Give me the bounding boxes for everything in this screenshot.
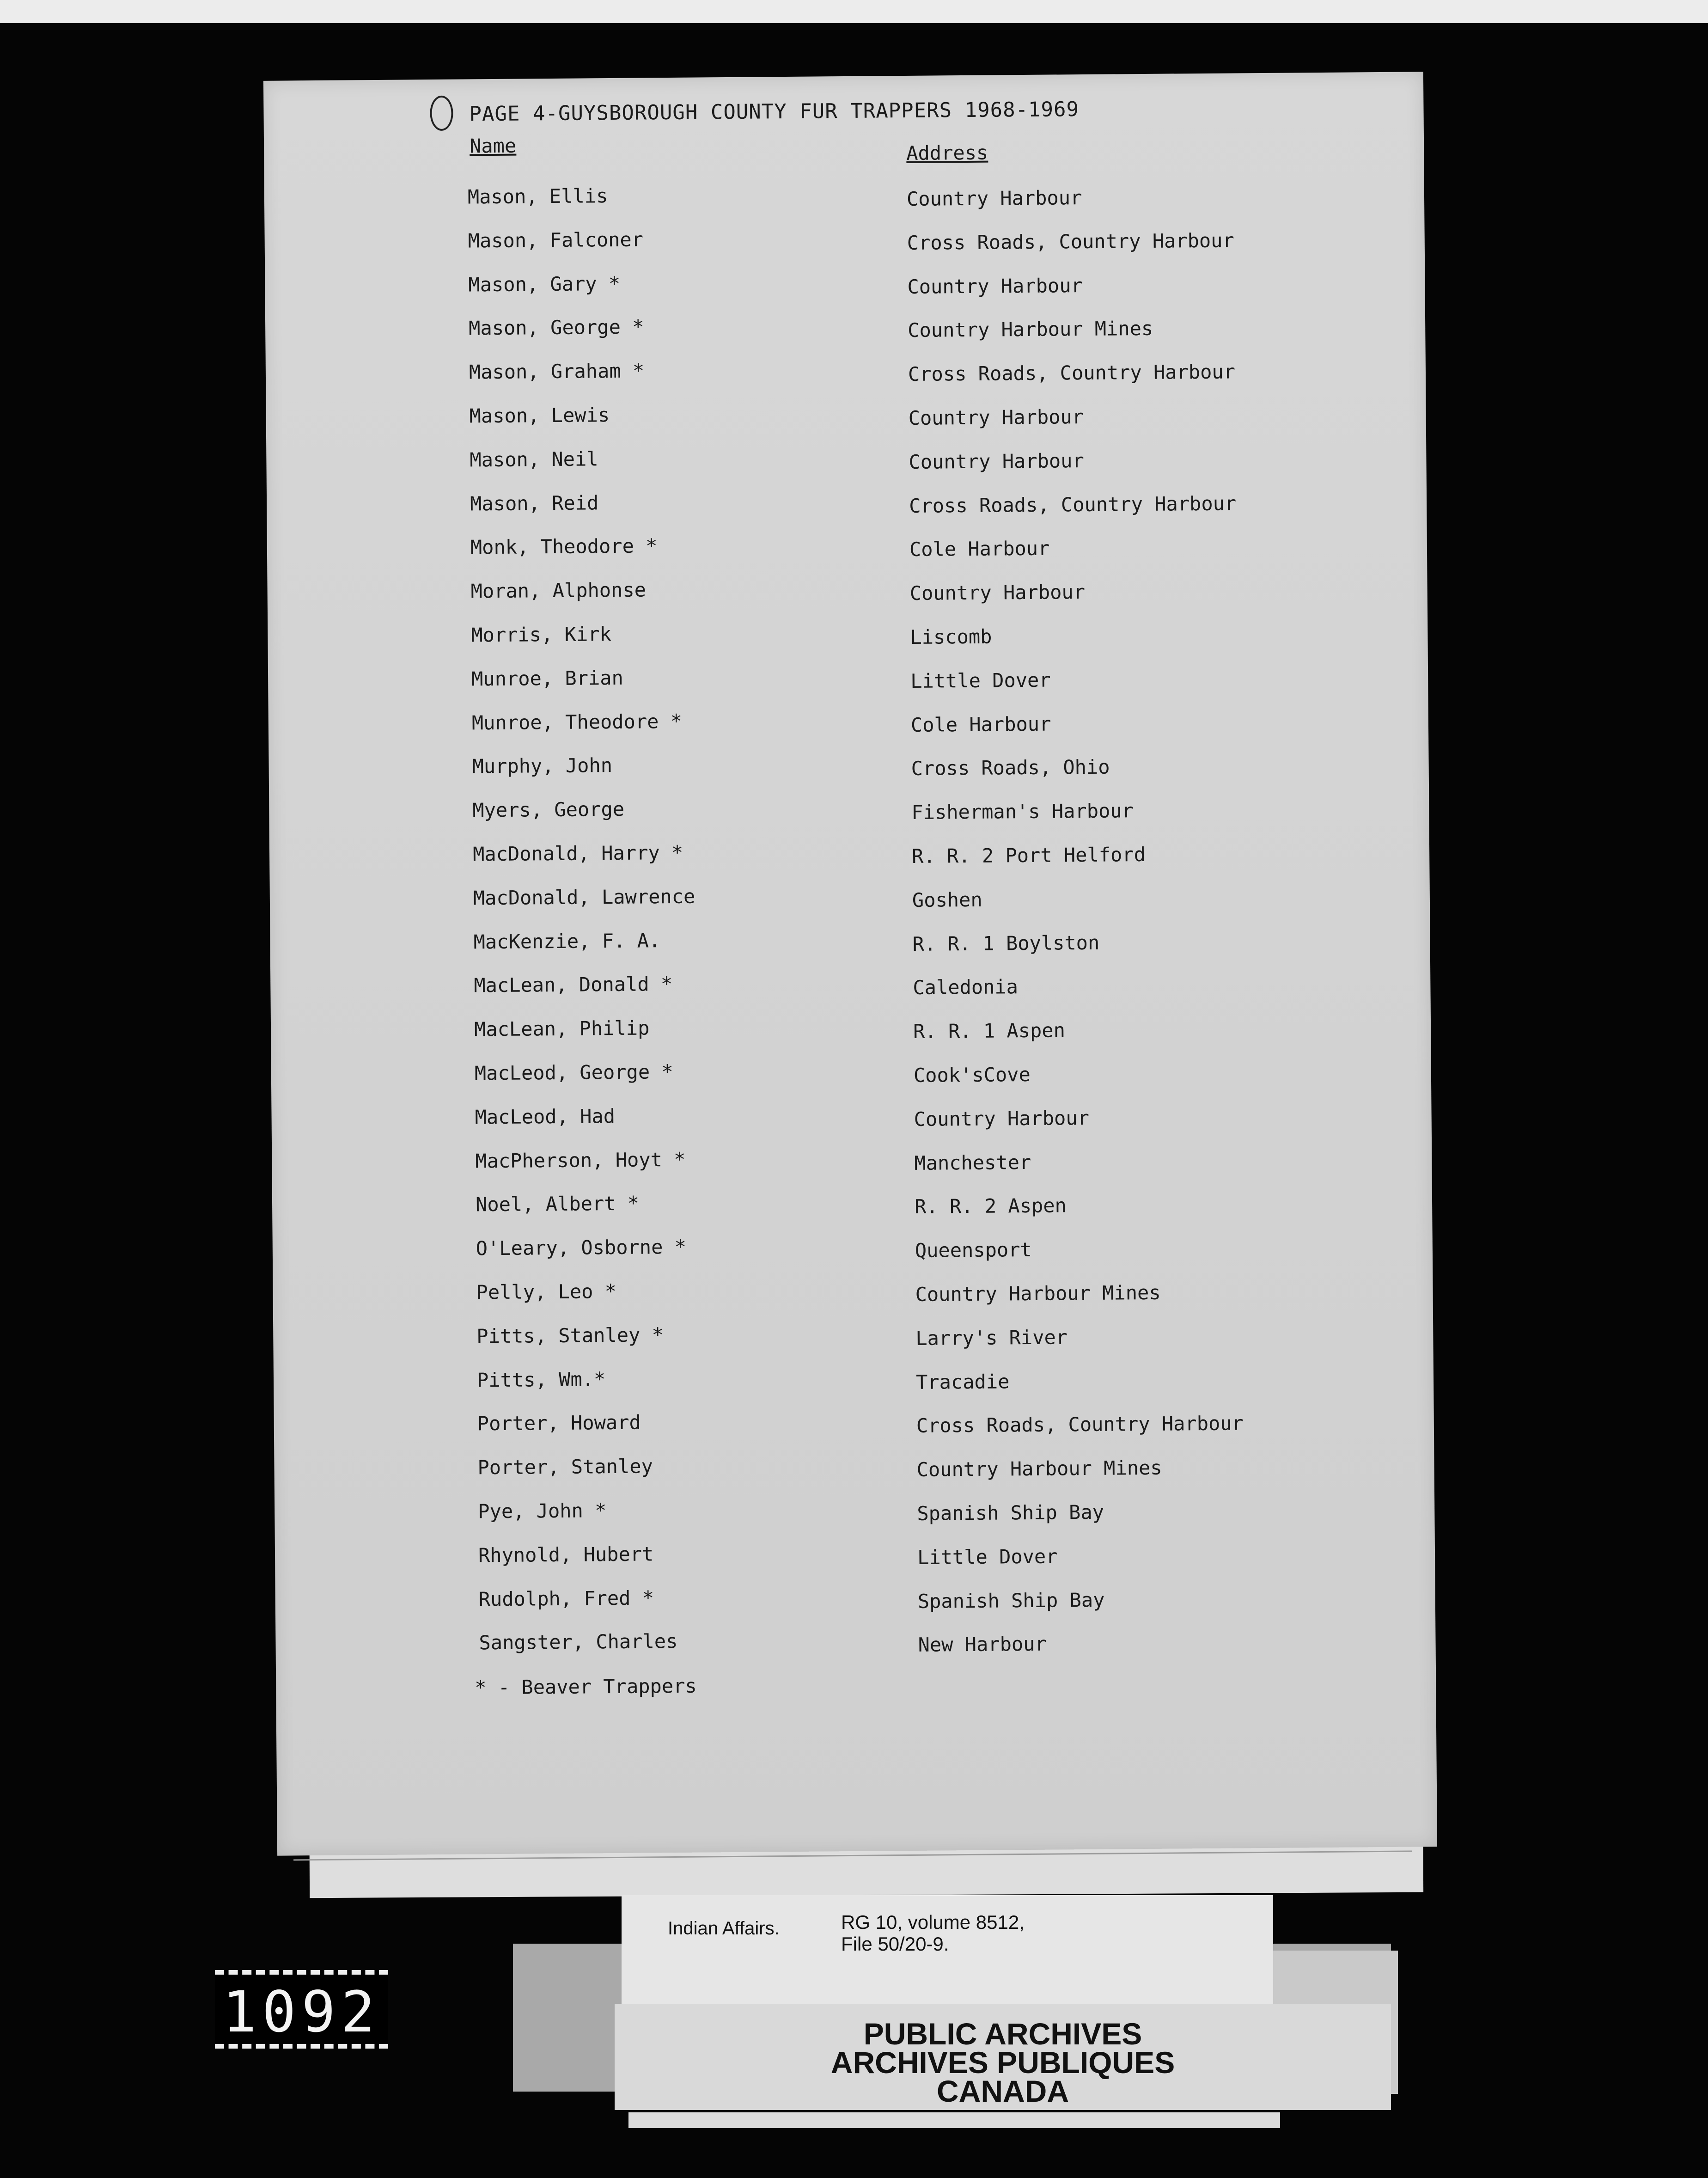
trapper-address: R. R. 1 Boylston: [912, 931, 1100, 955]
trapper-address: Spanish Ship Bay: [917, 1588, 1105, 1613]
trapper-address: Cross Roads, Ohio: [911, 755, 1110, 780]
trapper-name: MacDonald, Lawrence: [473, 885, 695, 910]
trapper-address: Fisherman's Harbour: [911, 799, 1134, 824]
trapper-name: Sangster, Charles: [479, 1630, 678, 1654]
punch-hole-icon: [430, 96, 453, 131]
trapper-address: Little Dover: [910, 668, 1051, 692]
trapper-address: R. R. 1 Aspen: [913, 1019, 1066, 1043]
stamp-line-2: ARCHIVES PUBLIQUES: [830, 2045, 1175, 2080]
trapper-address: Caledonia: [913, 975, 1019, 999]
trapper-name: O'Leary, Osborne *: [476, 1235, 687, 1260]
page-heading: PAGE 4-GUYSBOROUGH COUNTY FUR TRAPPERS 1968-1969: [469, 98, 1080, 126]
trapper-address: Cole Harbour: [909, 537, 1050, 561]
trapper-name: Rhynold, Hubert: [478, 1542, 654, 1567]
trapper-name: Rudolph, Fred *: [478, 1586, 654, 1610]
trapper-address: Cross Roads, Country Harbour: [907, 229, 1234, 254]
trapper-address: Little Dover: [917, 1545, 1058, 1569]
table-row: [275, 1624, 1436, 1677]
trapper-name: MacLeod, George *: [474, 1060, 673, 1085]
trapper-name: Mason, Reid: [470, 491, 599, 515]
trapper-name: Munroe, Brian: [471, 666, 624, 691]
trapper-address: Country Harbour Mines: [908, 317, 1153, 342]
trapper-name: Porter, Stanley: [477, 1455, 653, 1479]
trapper-address: Tracadie: [915, 1370, 1010, 1394]
trapper-address: Cross Roads, Country Harbour: [916, 1412, 1244, 1438]
trapper-name: Mason, Falconer: [468, 228, 644, 252]
trapper-name: MacLeod, Had: [475, 1104, 616, 1129]
trapper-name: Myers, George: [472, 797, 625, 822]
trapper-name: Porter, Howard: [477, 1411, 641, 1435]
trapper-name: Mason, George *: [468, 315, 644, 340]
trapper-address: Liscomb: [910, 625, 992, 649]
trapper-name: Mason, Gary *: [468, 272, 621, 296]
trapper-address: Cook'sCove: [913, 1063, 1031, 1087]
column-header-name: Name: [469, 134, 517, 158]
column-header-address: Address: [906, 141, 988, 165]
footnote: * - Beaver Trappers: [475, 1674, 697, 1699]
trapper-address: Country Harbour: [914, 1106, 1090, 1131]
trapper-name: Mason, Ellis: [467, 184, 608, 208]
trapper-name: Monk, Theodore *: [470, 534, 658, 559]
trapper-name: MacPherson, Hoyt *: [475, 1148, 686, 1172]
trapper-name: Mason, Graham *: [469, 359, 645, 384]
stamp-line-1: PUBLIC ARCHIVES: [863, 2017, 1142, 2051]
trapper-address: R. R. 2 Port Helford: [911, 843, 1146, 868]
trapper-name: MacLean, Donald *: [474, 973, 673, 997]
film-reel-counter: [215, 1970, 388, 2049]
trapper-address: Cross Roads, Country Harbour: [909, 491, 1237, 517]
film-frame-top: [0, 0, 1708, 23]
trapper-address: Queensport: [915, 1238, 1032, 1262]
trapper-address: Country Harbour: [907, 274, 1083, 298]
trapper-name: Morris, Kirk: [471, 623, 612, 647]
trapper-name: Mason, Neil: [470, 447, 598, 471]
stamp-line-3: CANADA: [937, 2074, 1069, 2108]
trapper-name: Pye, John *: [478, 1499, 607, 1523]
trapper-address: Country Harbour: [906, 186, 1082, 210]
reel-number: 1092: [222, 1979, 381, 2045]
trapper-address: Country Harbour: [908, 405, 1084, 429]
trapper-address: Larry's River: [915, 1326, 1068, 1350]
trapper-name: MacKenzie, F. A.: [473, 929, 661, 953]
archive-reference-label: [622, 1895, 1273, 2011]
document-page: [263, 72, 1437, 1856]
trapper-address: Country Harbour Mines: [916, 1456, 1162, 1481]
archives-stamp: [615, 2004, 1391, 2110]
trapper-name: Mason, Lewis: [469, 404, 610, 428]
trapper-address: Cole Harbour: [910, 712, 1051, 736]
trapper-address: R. R. 2 Aspen: [914, 1194, 1067, 1218]
reference-line-2: File 50/20-9.: [841, 1933, 949, 1955]
trapper-name: Pitts, Stanley *: [476, 1323, 664, 1348]
stamp-strip: [628, 2112, 1280, 2128]
trapper-address: Country Harbour: [909, 449, 1084, 473]
trapper-name: Noel, Albert *: [475, 1192, 640, 1216]
trapper-name: Munroe, Theodore *: [471, 710, 683, 734]
trapper-address: Spanish Ship Bay: [917, 1500, 1104, 1525]
trapper-address: Manchester: [914, 1150, 1031, 1175]
reference-line-1: RG 10, volume 8512,: [841, 1911, 1025, 1933]
trapper-name: Pelly, Leo *: [476, 1279, 617, 1304]
trapper-address: Goshen: [912, 888, 982, 912]
department-label: Indian Affairs.: [668, 1918, 780, 1939]
trapper-name: Murphy, John: [472, 754, 613, 778]
trapper-address: Country Harbour: [909, 581, 1086, 605]
trapper-address: New Harbour: [918, 1633, 1047, 1657]
trapper-address: Country Harbour Mines: [915, 1281, 1161, 1306]
trapper-name: Moran, Alphonse: [470, 578, 647, 603]
trapper-address: Cross Roads, Country Harbour: [908, 360, 1236, 386]
trapper-name: MacDonald, Harry *: [472, 841, 683, 866]
trapper-list: [264, 178, 1436, 1677]
trapper-name: MacLean, Philip: [474, 1016, 650, 1041]
trapper-name: Pitts, Wm.*: [476, 1367, 606, 1391]
